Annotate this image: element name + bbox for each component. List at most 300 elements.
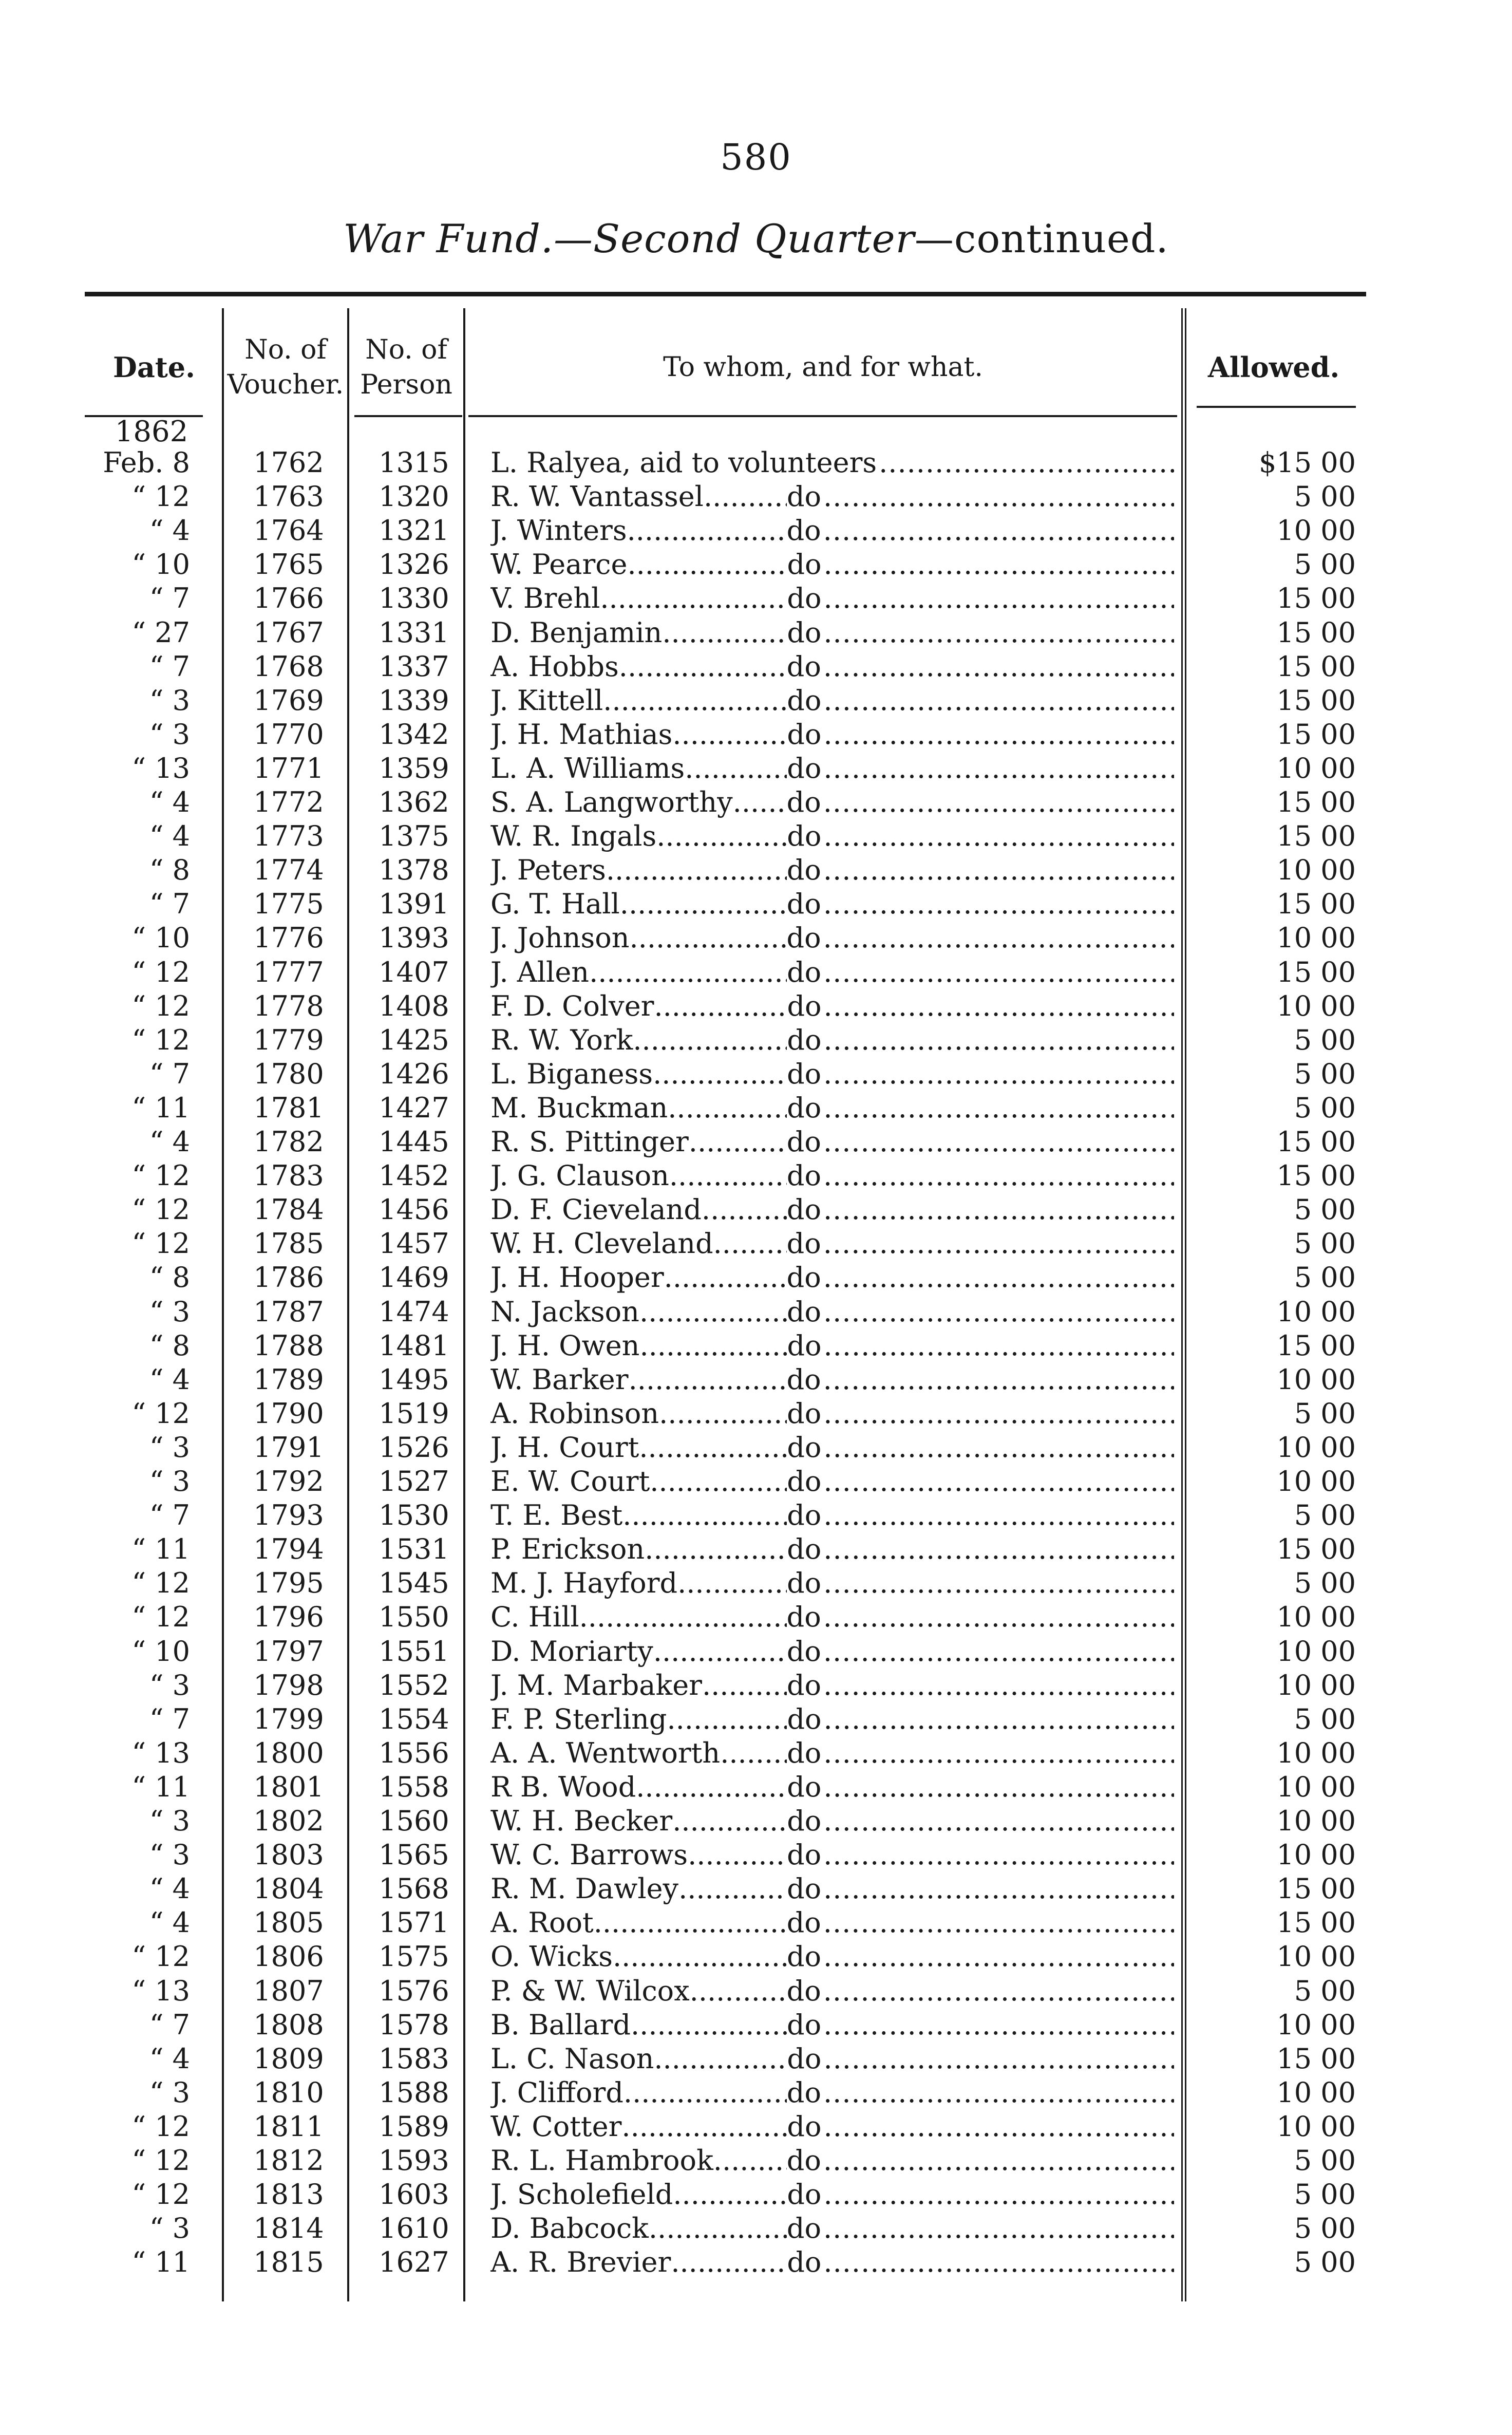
person-cell: 1565 — [379, 1839, 449, 1871]
allowed-cell: 10 00 — [1276, 922, 1356, 954]
payee-name: N. Jackson — [490, 1295, 639, 1328]
person-cell: 1321 — [379, 514, 449, 547]
payee-cell — [490, 1091, 1176, 1125]
allowed-cell: 10 00 — [1276, 1940, 1356, 1973]
voucher-cell: 1803 — [253, 1839, 324, 1871]
table-row — [0, 1600, 1512, 1634]
payee-cell — [490, 1363, 1176, 1397]
person-cell: 1593 — [379, 2144, 449, 2177]
payee-name: R. S. Pittinger — [490, 1126, 689, 1158]
person-cell: 1578 — [379, 2008, 449, 2041]
leader-dots — [823, 1363, 1174, 1397]
allowed-cell: 5 00 — [1294, 2212, 1356, 2245]
page-title — [0, 216, 1512, 261]
leader-dots — [823, 1159, 1174, 1193]
date-cell: “ 3 — [149, 1839, 190, 1871]
person-cell: 1603 — [379, 2178, 449, 2211]
allowed-cell: 5 00 — [1294, 1702, 1356, 1735]
header-to-whom: To whom, and for what. — [663, 352, 983, 383]
payee-name: W. Cotter — [490, 2110, 622, 2143]
payee-cell — [490, 989, 1176, 1023]
leader-dots — [823, 1295, 1174, 1329]
purpose-ditto: do — [786, 1669, 822, 1701]
leader-dots — [823, 2178, 1174, 2212]
voucher-cell: 1768 — [253, 650, 324, 683]
purpose-ditto: do — [787, 1872, 822, 1905]
date-cell: “ 3 — [149, 1295, 190, 1328]
payee-name: G. T. Hall — [490, 888, 620, 921]
date-cell: “ 3 — [149, 1465, 190, 1497]
voucher-cell: 1797 — [253, 1635, 324, 1668]
date-cell: “ 10 — [131, 1635, 190, 1668]
purpose-ditto: do — [787, 1023, 822, 1056]
payee-cell — [490, 616, 1176, 650]
payee-name: J. Johnson — [490, 922, 630, 954]
allowed-cell: 10 00 — [1276, 1635, 1356, 1668]
purpose-ditto: do — [787, 1499, 822, 1532]
table-row — [0, 752, 1512, 785]
date-cell: “ 13 — [131, 752, 190, 784]
person-cell: 1583 — [379, 2042, 449, 2075]
payee-name: J. Peters — [490, 854, 606, 887]
voucher-cell: 1763 — [253, 480, 324, 513]
leader-dots — [678, 1872, 787, 1906]
voucher-cell: 1774 — [253, 854, 324, 887]
leader-dots — [636, 1770, 787, 1804]
allowed-cell: 10 00 — [1276, 1839, 1356, 1871]
date-cell: “ 11 — [131, 1533, 190, 1566]
leader-dots — [639, 1329, 787, 1363]
allowed-cell: 15 00 — [1276, 786, 1356, 818]
allowed-cell: 15 00 — [1276, 1329, 1356, 1362]
voucher-cell: 1766 — [253, 582, 324, 615]
leader-dots — [702, 1669, 787, 1702]
leader-dots — [824, 548, 1174, 582]
date-cell: “ 4 — [149, 1363, 190, 1396]
payee-cell — [490, 1532, 1176, 1566]
leader-dots — [627, 514, 787, 548]
purpose-ditto: do — [786, 1974, 821, 2007]
payee-name: D. Moriarty — [490, 1635, 653, 1668]
leader-dots — [688, 1838, 787, 1872]
voucher-cell: 1776 — [253, 922, 324, 954]
table-row — [0, 1804, 1512, 1838]
leader-dots — [823, 1566, 1174, 1600]
purpose-ditto: do — [786, 888, 821, 921]
person-cell: 1551 — [379, 1635, 449, 1668]
payee-name: J. Clifford — [490, 2076, 623, 2109]
date-cell: “ 8 — [149, 1329, 190, 1362]
voucher-cell: 1787 — [253, 1295, 324, 1328]
leader-dots — [619, 650, 787, 684]
leader-dots — [689, 1125, 787, 1159]
voucher-cell: 1799 — [253, 1702, 324, 1735]
purpose-ditto: do — [787, 718, 822, 751]
purpose-ditto: do — [786, 1295, 822, 1328]
person-cell: 1339 — [379, 684, 449, 717]
person-cell: 1568 — [379, 1872, 449, 1905]
date-cell: “ 12 — [131, 1940, 190, 1973]
person-cell: 1315 — [379, 446, 449, 479]
leader-dots — [621, 2110, 787, 2144]
allowed-cell: 5 00 — [1294, 480, 1356, 513]
person-cell: 1408 — [379, 989, 449, 1022]
purpose-ditto: do — [786, 1363, 821, 1396]
table-row — [0, 480, 1512, 514]
voucher-cell: 1790 — [253, 1397, 324, 1430]
person-cell: 1526 — [379, 1431, 449, 1464]
payee-cell — [490, 718, 1176, 752]
leader-dots — [823, 785, 1174, 819]
table-row — [0, 2042, 1512, 2076]
allowed-cell: 10 00 — [1276, 1431, 1356, 1464]
payee-name: R. M. Dawley — [490, 1872, 679, 1905]
purpose-ditto: do — [786, 650, 821, 683]
table-row — [0, 853, 1512, 887]
payee-name: A. A. Wentworth — [490, 1736, 721, 1769]
voucher-cell: 1792 — [253, 1465, 324, 1497]
payee-cell — [490, 1261, 1176, 1295]
voucher-cell: 1772 — [253, 786, 324, 818]
allowed-cell: 15 00 — [1276, 582, 1356, 615]
person-cell: 1589 — [379, 2110, 449, 2143]
payee-name: R. W. Vantassel — [490, 480, 704, 513]
purpose-ditto: do — [787, 548, 822, 581]
person-cell: 1457 — [379, 1227, 449, 1260]
purpose-ditto: do — [787, 1839, 822, 1871]
payee-cell — [490, 1499, 1176, 1532]
purpose-ditto: do — [786, 1193, 821, 1226]
header-voucher-line1: No. of — [244, 334, 327, 365]
person-cell: 1456 — [379, 1193, 449, 1226]
payee-name: D. Babcock — [490, 2212, 649, 2245]
table-row — [0, 1295, 1512, 1329]
date-cell: “ 3 — [149, 1431, 190, 1464]
person-cell: 1554 — [379, 1702, 449, 1735]
person-cell: 1331 — [379, 616, 449, 649]
leader-dots — [690, 1974, 787, 2008]
payee-cell — [490, 2144, 1176, 2178]
person-cell: 1519 — [379, 1397, 449, 1430]
payee-name: J. Scholefield — [490, 2178, 673, 2211]
payee-name: O. Wicks — [490, 1940, 613, 1973]
payee-name: A. Robinson — [490, 1397, 659, 1430]
voucher-cell: 1778 — [253, 989, 324, 1022]
leader-dots — [620, 887, 787, 921]
leader-dots — [823, 1499, 1174, 1532]
table-row — [0, 1431, 1512, 1465]
payee-cell — [490, 1635, 1176, 1669]
purpose-ditto: do — [787, 1805, 822, 1837]
payee-name: W. H. Cleveland — [490, 1227, 713, 1260]
person-cell: 1378 — [379, 854, 449, 887]
header-person-line1: No. of — [365, 334, 447, 365]
leader-dots — [823, 853, 1174, 887]
payee-name: W. Barker — [490, 1363, 629, 1396]
leader-dots — [823, 1974, 1174, 2008]
person-cell: 1560 — [379, 1805, 449, 1837]
leader-dots — [589, 956, 787, 989]
payee-cell — [490, 2110, 1176, 2144]
allowed-cell: 10 00 — [1276, 1770, 1356, 1803]
leader-dots — [659, 1397, 787, 1431]
date-cell: “ 12 — [131, 1397, 190, 1430]
voucher-cell: 1798 — [253, 1669, 324, 1701]
table-row — [0, 548, 1512, 582]
allowed-cell: 10 00 — [1276, 1295, 1356, 1328]
voucher-cell: 1808 — [253, 2008, 324, 2041]
allowed-cell: 5 00 — [1294, 2144, 1356, 2177]
voucher-cell: 1769 — [253, 684, 324, 717]
payee-cell — [490, 921, 1176, 955]
purpose-ditto: do — [787, 752, 822, 784]
date-cell: “ 4 — [149, 1906, 190, 1939]
purpose-ditto: do — [786, 2076, 821, 2109]
leader-dots — [823, 1023, 1174, 1057]
payee-cell — [490, 1397, 1176, 1431]
allowed-cell: 15 00 — [1276, 684, 1356, 717]
leader-dots — [677, 1566, 787, 1600]
leader-dots — [713, 1227, 787, 1261]
table-row — [0, 887, 1512, 921]
payee-name: B. Ballard — [490, 2008, 631, 2041]
header-date: Date. — [113, 351, 195, 384]
leader-dots — [606, 853, 787, 887]
person-cell: 1337 — [379, 650, 449, 683]
voucher-cell: 1802 — [253, 1805, 324, 1837]
table-row — [0, 616, 1512, 650]
leader-dots — [671, 2245, 787, 2279]
allowed-cell: 5 00 — [1294, 1499, 1356, 1532]
allowed-cell: 15 00 — [1276, 956, 1356, 988]
leader-dots — [669, 1159, 787, 1193]
leader-dots — [823, 1057, 1174, 1091]
purpose-ditto: do — [787, 1736, 822, 1769]
payee-cell — [490, 1159, 1176, 1193]
leader-dots — [823, 2008, 1174, 2042]
date-cell: “ 12 — [131, 480, 190, 513]
leader-dots — [685, 752, 787, 785]
leader-dots — [600, 582, 787, 615]
table-row — [0, 2110, 1512, 2144]
table-row — [0, 989, 1512, 1023]
allowed-cell: 10 00 — [1276, 2076, 1356, 2109]
person-cell: 1495 — [379, 1363, 449, 1396]
leader-dots — [656, 819, 787, 853]
leader-dots — [594, 1906, 787, 1940]
purpose-ditto: do — [787, 2008, 822, 2041]
voucher-cell: 1810 — [253, 2076, 324, 2109]
purpose-ditto: do — [786, 1227, 821, 1260]
payee-name: J. Kittell — [490, 684, 603, 717]
table-row — [0, 2076, 1512, 2110]
leader-dots — [823, 1635, 1174, 1669]
date-cell: “ 11 — [131, 1770, 190, 1803]
person-cell: 1427 — [379, 1091, 449, 1124]
person-cell: 1610 — [379, 2212, 449, 2245]
voucher-cell: 1788 — [253, 1329, 324, 1362]
leader-dots — [823, 921, 1174, 955]
voucher-cell: 1773 — [253, 820, 324, 853]
purpose-ditto: do — [787, 1431, 822, 1464]
table-row — [0, 1465, 1512, 1499]
person-cell: 1527 — [379, 1465, 449, 1497]
payee-name: J. H. Hooper — [490, 1261, 664, 1294]
date-cell: “ 4 — [149, 1872, 190, 1905]
table-row — [0, 2245, 1512, 2279]
header-voucher — [224, 319, 347, 416]
person-cell: 1342 — [379, 718, 449, 751]
table-row — [0, 2178, 1512, 2212]
allowed-cell: 5 00 — [1294, 1567, 1356, 1600]
table-row — [0, 446, 1512, 480]
leader-dots — [823, 616, 1174, 650]
payee-cell — [490, 2245, 1176, 2279]
allowed-cell: 15 00 — [1276, 820, 1356, 853]
voucher-cell: 1811 — [253, 2110, 324, 2143]
leader-dots — [823, 650, 1174, 684]
payee-name: S. A. Langworthy — [490, 786, 733, 818]
leader-dots — [823, 1872, 1174, 1906]
date-cell: “ 3 — [149, 718, 190, 751]
purpose-ditto: do — [786, 514, 821, 547]
leader-dots — [733, 785, 787, 819]
allowed-cell: $15 00 — [1259, 446, 1356, 479]
purpose-ditto: do — [786, 786, 821, 818]
purpose-ditto: do — [787, 1770, 822, 1803]
date-cell: “ 12 — [131, 2110, 190, 2143]
payee-cell — [490, 819, 1176, 853]
table-row — [0, 1566, 1512, 1600]
date-cell: “ 8 — [149, 854, 190, 887]
purpose-ditto: do — [787, 2042, 822, 2075]
voucher-cell: 1785 — [253, 1227, 324, 1260]
allowed-cell: 15 00 — [1276, 1159, 1356, 1192]
voucher-cell: 1814 — [253, 2212, 324, 2245]
leader-dots — [823, 2144, 1174, 2178]
date-cell: “ 12 — [131, 1023, 190, 1056]
leader-dots — [823, 956, 1174, 989]
payee-name: J. H. Mathias — [490, 718, 673, 751]
leader-dots — [824, 989, 1174, 1023]
payee-cell — [490, 1940, 1176, 1974]
allowed-cell: 10 00 — [1276, 514, 1356, 547]
payee-cell — [490, 956, 1176, 989]
payee-name: A. Hobbs — [490, 650, 619, 683]
table-row — [0, 1532, 1512, 1566]
leader-dots — [823, 2110, 1174, 2144]
payee-name: J. H. Court — [490, 1431, 639, 1464]
allowed-cell: 5 00 — [1294, 2246, 1356, 2279]
allowed-cell: 15 00 — [1276, 1906, 1356, 1939]
person-cell: 1556 — [379, 1736, 449, 1769]
table-row — [0, 1906, 1512, 1940]
voucher-cell: 1813 — [253, 2178, 324, 2211]
leader-dots — [823, 1431, 1174, 1465]
purpose-ditto: do — [787, 1465, 822, 1497]
leader-dots — [823, 1804, 1174, 1838]
payee-cell — [490, 650, 1176, 684]
leader-dots — [603, 684, 787, 718]
date-cell: “ 7 — [149, 1702, 190, 1735]
date-cell: “ 8 — [149, 1261, 190, 1294]
purpose-ditto: do — [787, 956, 822, 988]
table-row — [0, 1023, 1512, 1057]
voucher-cell: 1779 — [253, 1023, 324, 1056]
date-cell: “ 12 — [131, 1159, 190, 1192]
purpose-ditto: do — [787, 1329, 822, 1362]
leader-dots — [823, 684, 1174, 718]
purpose-ditto: do — [787, 1057, 822, 1090]
date-cell: “ 3 — [149, 1805, 190, 1837]
payee-cell — [490, 1669, 1176, 1702]
payee-cell — [490, 1600, 1176, 1634]
voucher-cell: 1781 — [253, 1091, 324, 1124]
person-cell: 1474 — [379, 1295, 449, 1328]
leader-dots — [645, 1532, 787, 1566]
date-cell: “ 7 — [149, 582, 190, 615]
date-cell: “ 12 — [131, 1193, 190, 1226]
payee-name: L. A. Williams — [490, 752, 685, 784]
purpose-ditto: do — [786, 1635, 821, 1668]
person-cell: 1362 — [379, 786, 449, 818]
voucher-cell: 1771 — [253, 752, 324, 784]
allowed-cell: 10 00 — [1276, 1465, 1356, 1497]
header-voucher-line2: Voucher. — [227, 369, 344, 400]
voucher-cell: 1809 — [253, 2042, 324, 2075]
header-person-line2: Person — [360, 369, 452, 400]
payee-name: F. D. Colver — [490, 989, 654, 1022]
voucher-cell: 1782 — [253, 1126, 324, 1158]
table-row — [0, 1872, 1512, 1906]
payee-cell — [490, 1023, 1176, 1057]
payee-cell — [490, 1227, 1176, 1261]
person-cell: 1481 — [379, 1329, 449, 1362]
person-cell: 1407 — [379, 956, 449, 988]
payee-name: L. Biganess — [490, 1057, 653, 1090]
payee-cell — [490, 2212, 1176, 2245]
leader-dots — [664, 1261, 787, 1295]
leader-dots — [649, 2212, 787, 2245]
leader-dots — [630, 921, 787, 955]
purpose-ditto: do — [787, 1702, 822, 1735]
allowed-cell: 5 00 — [1294, 548, 1356, 581]
purpose-ditto: do — [787, 1533, 822, 1566]
voucher-cell: 1775 — [253, 888, 324, 921]
leader-dots — [823, 1193, 1174, 1227]
allowed-cell: 5 00 — [1294, 1261, 1356, 1294]
date-cell: “ 3 — [149, 1669, 190, 1701]
table-row — [0, 1159, 1512, 1193]
person-cell: 1552 — [379, 1669, 449, 1701]
table-row — [0, 1057, 1512, 1091]
table-row — [0, 1770, 1512, 1804]
date-cell: “ 13 — [131, 1974, 190, 2007]
payee-name: W. H. Becker — [490, 1805, 673, 1837]
payee-cell — [490, 1295, 1176, 1329]
purpose-ditto: do — [787, 1091, 822, 1124]
person-cell: 1558 — [379, 1770, 449, 1803]
purpose-ditto: do — [787, 2178, 822, 2211]
voucher-cell: 1793 — [253, 1499, 324, 1532]
person-cell: 1571 — [379, 1906, 449, 1939]
person-cell: 1530 — [379, 1499, 449, 1532]
person-cell: 1393 — [379, 922, 449, 954]
purpose-ditto: do — [786, 2144, 821, 2177]
allowed-cell: 10 00 — [1276, 1805, 1356, 1837]
purpose-ditto: do — [786, 854, 821, 887]
person-cell: 1359 — [379, 752, 449, 784]
